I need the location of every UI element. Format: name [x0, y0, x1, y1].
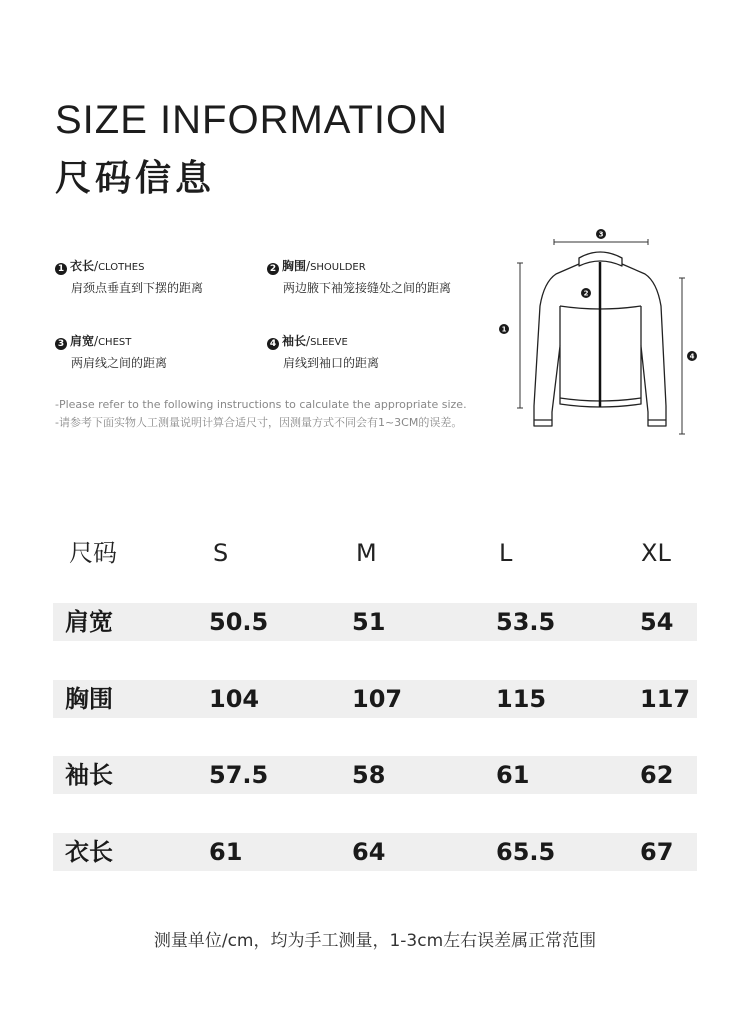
definition-shoulder-width: 3 肩宽/CHEST 两肩线之间的距离	[55, 331, 167, 373]
table-cell: 58	[352, 761, 386, 789]
title-english: SIZE INFORMATION	[55, 98, 449, 142]
marker-2-icon: 2	[267, 263, 279, 275]
table-row-label: 袖长	[65, 761, 113, 789]
definition-description: 肩颈点垂直到下摆的距离	[71, 281, 204, 295]
marker-3-icon: 3	[55, 338, 67, 350]
table-cell: 50.5	[209, 608, 269, 636]
definition-label-cn: 肩宽	[70, 334, 95, 348]
definition-label-en: SHOULDER	[310, 262, 366, 273]
jacket-diagram	[496, 226, 706, 441]
table-cell: 61	[209, 838, 243, 866]
table-row-label: 衣长	[65, 838, 113, 866]
note-chinese: -请参考下面实物人工测量说明计算合适尺寸，因测量方式不同会有1~3CM的误差。	[55, 416, 463, 429]
definition-chest: 2 胸围/SHOULDER 两边腋下袖笼接缝处之间的距离	[267, 256, 451, 298]
table-header-cell: XL	[641, 539, 671, 567]
table-cell: 53.5	[496, 608, 556, 636]
definition-label-cn: 袖长	[282, 334, 307, 348]
note-english: -Please refer to the following instructions to calculate the appropriate size.	[55, 398, 467, 411]
table-row	[53, 603, 697, 641]
table-header-cell: 尺码	[69, 539, 117, 567]
table-header-cell: L	[499, 539, 513, 567]
table-cell: 115	[496, 685, 547, 713]
table-header-cell: S	[213, 539, 229, 567]
diagram-marker-2: 2	[583, 289, 589, 298]
measurement-notes	[55, 396, 467, 432]
table-cell: 65.5	[496, 838, 556, 866]
table-cell: 104	[209, 685, 260, 713]
definition-description: 两边腋下袖笼接缝处之间的距离	[283, 281, 452, 295]
table-cell: 54	[640, 608, 674, 636]
table-cell: 62	[640, 761, 674, 789]
table-cell: 67	[640, 838, 674, 866]
marker-1-icon: 1	[55, 263, 67, 275]
table-cell: 64	[352, 838, 386, 866]
title-chinese: 尺码信息	[55, 158, 216, 199]
table-row	[53, 680, 697, 718]
measurement-footer-note: 测量单位/cm，均为手工测量，1-3cm左右误差属正常范围	[153, 931, 597, 951]
definition-label-cn: 衣长	[70, 259, 95, 273]
table-header-row	[53, 534, 697, 572]
definition-label-cn: 胸围	[282, 259, 307, 273]
table-row-label: 胸围	[65, 685, 113, 713]
diagram-marker-1: 1	[501, 325, 507, 334]
table-cell: 51	[352, 608, 386, 636]
table-row-label: 肩宽	[65, 608, 113, 636]
table-row	[53, 833, 697, 871]
definition-label-en: CHEST	[98, 337, 132, 348]
table-cell: 117	[640, 685, 691, 713]
table-cell: 107	[352, 685, 403, 713]
definition-clothes-length: 1 衣长/CLOTHES 肩颈点垂直到下摆的距离	[55, 256, 203, 298]
table-cell: 61	[496, 761, 530, 789]
table-row	[53, 756, 697, 794]
definition-description: 两肩线之间的距离	[71, 356, 168, 370]
table-cell: 57.5	[209, 761, 269, 789]
definition-sleeve-length: 4 袖长/SLEEVE 肩线到袖口的距离	[267, 331, 379, 373]
diagram-marker-3: 3	[598, 230, 604, 239]
table-header-cell: M	[356, 539, 377, 567]
marker-4-icon: 4	[267, 338, 279, 350]
definition-label-en: CLOTHES	[98, 262, 145, 273]
definition-label-en: SLEEVE	[310, 337, 348, 348]
definition-description: 肩线到袖口的距离	[283, 356, 380, 370]
diagram-marker-4: 4	[689, 352, 695, 361]
